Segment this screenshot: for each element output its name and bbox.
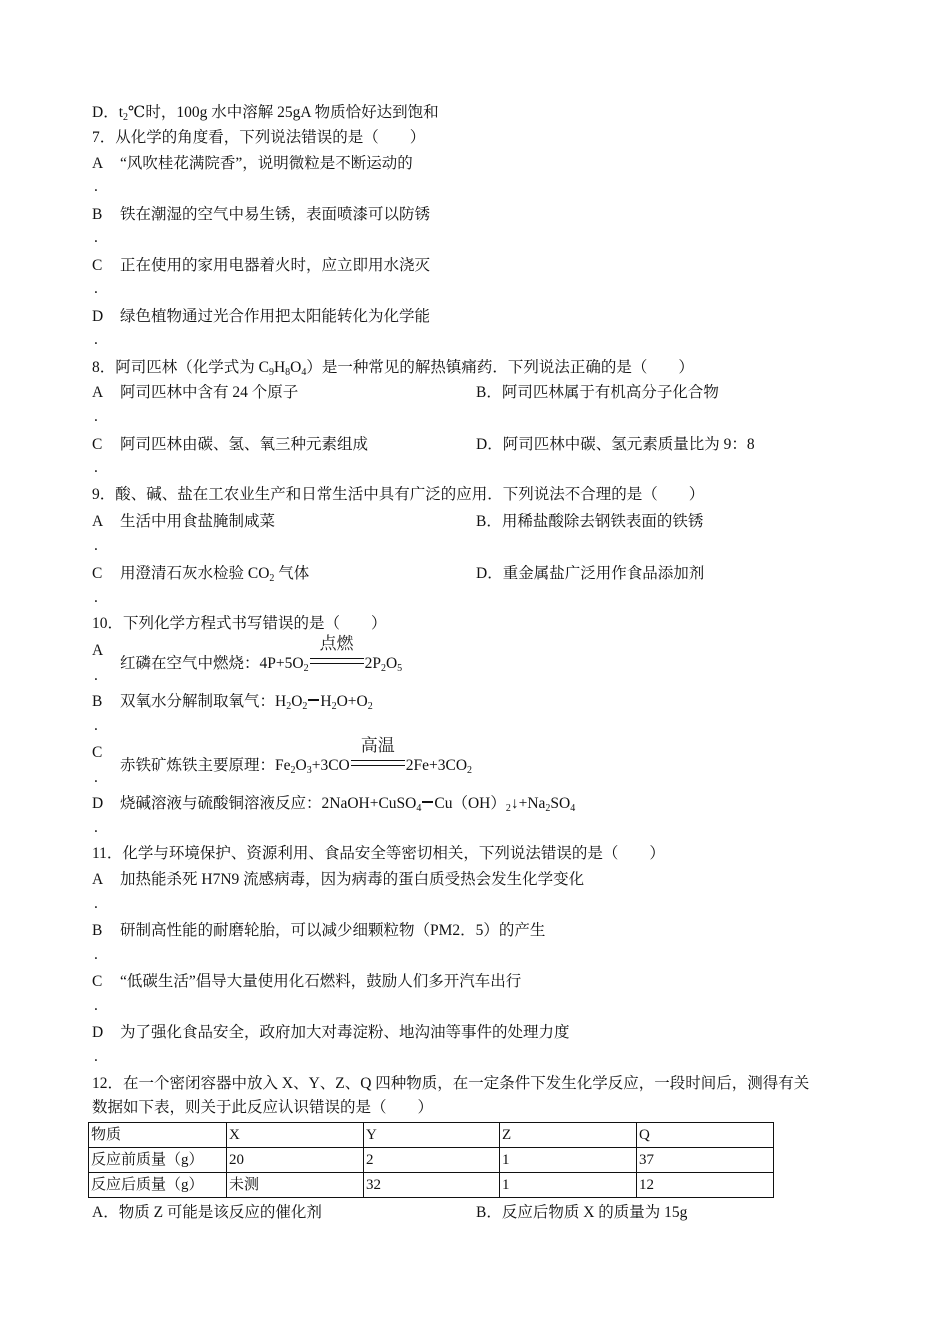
table-cell: 32 — [364, 1173, 500, 1198]
q9-option-d: D．重金属盐广泛用作食品添加剂 — [476, 565, 705, 582]
option-dot: . — [94, 459, 98, 476]
q12-data-table — [88, 1122, 774, 1198]
option-dot: . — [94, 819, 98, 836]
table-header-cell: X — [227, 1123, 364, 1148]
reaction-condition: 高温 — [351, 762, 405, 770]
table-cell: 反应后质量（g） — [89, 1173, 227, 1198]
table-header-cell: Y — [364, 1123, 500, 1148]
q11-stem: 11．化学与环境保护、资源利用、食品安全等密切相关，下列说法错误的是（ ） — [92, 845, 665, 862]
table-row — [89, 1173, 774, 1198]
option-dot: . — [94, 667, 98, 684]
option-dot: . — [94, 717, 98, 734]
table-cell: 12 — [637, 1173, 774, 1198]
table-header-cell: Z — [500, 1123, 637, 1148]
q10-stem: 10．下列化学方程式书写错误的是（ ） — [92, 615, 387, 632]
table-cell: 未测 — [227, 1173, 364, 1198]
table-cell: 20 — [227, 1148, 364, 1173]
table-header-cell: Q — [637, 1123, 774, 1148]
option-dot: . — [94, 769, 98, 786]
q10-option-a: 红磷在空气中燃烧：$4P+5O_2$ 点燃 $2P_2O_5$ — [120, 634, 403, 674]
reaction-condition: 点燃 — [310, 660, 364, 668]
option-dot: . — [94, 408, 98, 425]
option-dot: . — [94, 331, 98, 348]
q7-stem: 7．从化学的角度看，下列说法错误的是（ ） — [92, 129, 426, 146]
q10-option-c: 赤铁矿炼铁主要原理：$Fe_2O_3+3CO$ 高温 $2Fe+3CO_2$ — [120, 736, 473, 776]
option-dot: . — [94, 280, 98, 297]
q9-option-b: B．用稀盐酸除去钢铁表面的铁锈 — [476, 513, 704, 530]
equals-sign — [310, 658, 364, 664]
q10-option-a-letter: A — [92, 642, 104, 659]
q8-option-d: D．阿司匹林中碳、氢元素质量比为 9：8 — [476, 436, 755, 453]
option-dot: . — [94, 178, 98, 195]
q10-option-d: 烧碱溶液与硫酸铜溶液反应：2NaOH+CuSO$_4$ $Cu(OH)_2↓+Na_2SO_4$ — [120, 795, 576, 814]
table-cell: 反应前质量（g） — [89, 1148, 227, 1173]
option-dot: . — [94, 1048, 98, 1065]
table-row — [89, 1148, 774, 1173]
table-cell: 1 — [500, 1173, 637, 1198]
option-dot: . — [94, 946, 98, 963]
q10-option-d-letter: D — [92, 795, 104, 812]
equals-sign — [351, 760, 405, 766]
option-dot: . — [94, 895, 98, 912]
q8-stem: 8．阿司匹林（化学式为 $C_9H_8O_4$）是一种常见的解热镇痛药．下列说法正确的是（ ） — [92, 359, 694, 378]
q10-option-b: 双氧水分解制取氧气：$H_2O_2$ $H_2O+O_2$ — [120, 693, 373, 712]
q12-stem-line1: 12．在一个密闭容器中放入 X、Y、Z、Q 四种物质，在一定条件下发生化学反应，一段时间后，测得有关 — [92, 1075, 810, 1092]
equals-sign — [422, 801, 433, 803]
table-header-row — [89, 1123, 774, 1148]
option-dot: . — [94, 537, 98, 554]
q12-stem-line2: 数据如下表，则关于此反应认识错误的是（ ） — [92, 1099, 434, 1116]
table-cell: 2 — [364, 1148, 500, 1173]
option-dot: . — [94, 997, 98, 1014]
q6-option-d: D．$t_2℃$时，100g 水中溶解 25gA 物质恰好达到饱和 — [92, 104, 439, 123]
option-dot: . — [94, 589, 98, 606]
table-cell: 1 — [500, 1148, 637, 1173]
q10-option-c-letter: C — [92, 744, 103, 761]
q12-option-b: B．反应后物质 X 的质量为 15g — [476, 1204, 688, 1221]
q9-stem: 9．酸、碱、盐在工农业生产和日常生活中具有广泛的应用．下列说法不合理的是（ ） — [92, 486, 705, 503]
table-header-cell: 物质 — [89, 1123, 227, 1148]
q8-option-b: B．阿司匹林属于有机高分子化合物 — [476, 384, 719, 401]
option-dot: . — [94, 229, 98, 246]
table-cell: 37 — [637, 1148, 774, 1173]
equals-sign — [308, 699, 319, 701]
q10-option-b-letter: B — [92, 693, 103, 710]
q12-option-a: A．物质 Z 可能是该反应的催化剂 — [92, 1204, 322, 1221]
